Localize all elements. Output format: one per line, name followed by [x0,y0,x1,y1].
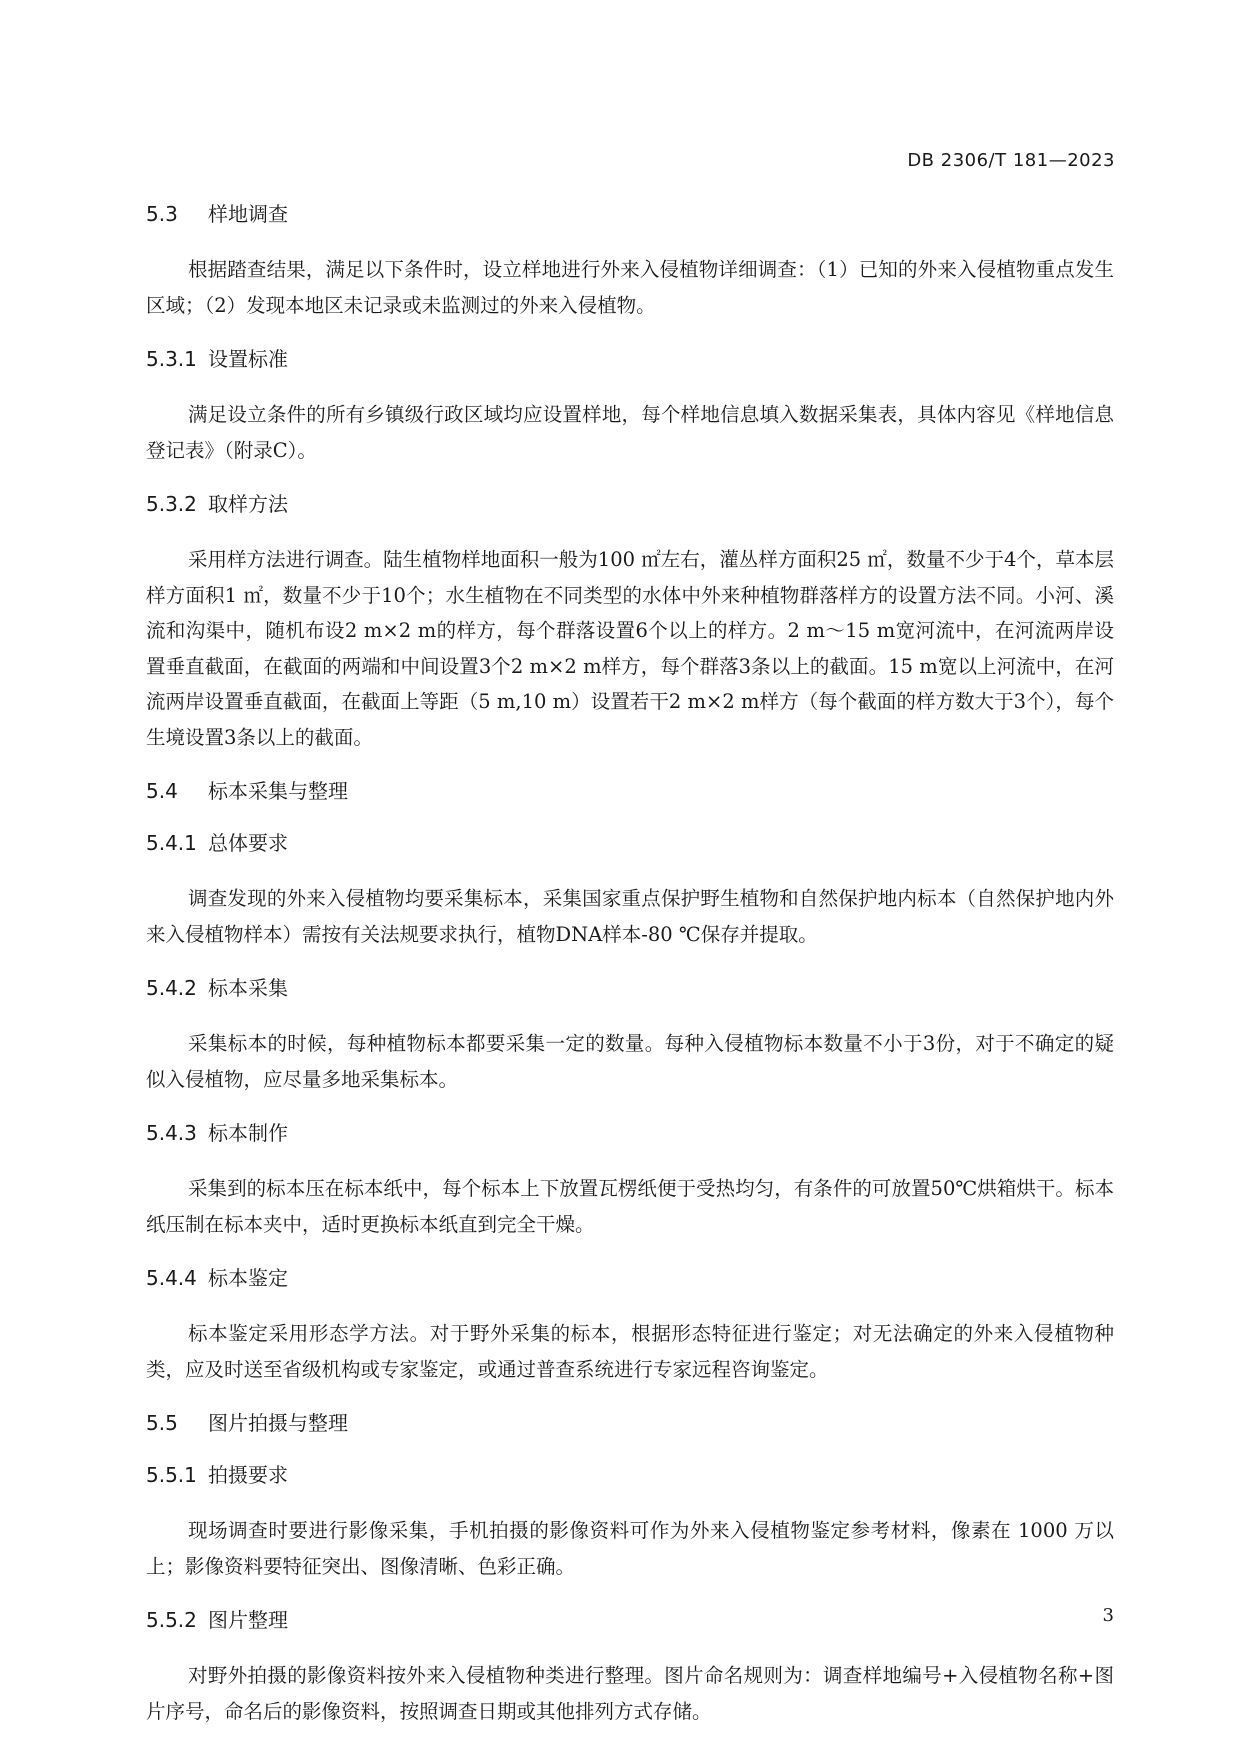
section-paragraph-5-5-1: 现场调查时要进行影像采集，手机拍摄的影像资料可作为外来入侵植物鉴定参考材料，像素在 1000 万以上；影像资料要特征突出、图像清晰、色彩正确。 [146,1519,1114,1578]
section-title: 标本采集 [208,976,288,1000]
section-paragraph-5-4-2: 采集标本的时候，每种植物标本都要采集一定的数量。每种入侵植物标本数量不小于3份，对于不确定的疑似入侵植物，应尽量多地采集标本。 [146,1032,1114,1091]
section-paragraph-5-4-1: 调查发现的外来入侵植物均要采集标本，采集国家重点保护野生植物和自然保护地内标本（自然保护地内外来入侵植物样本）需按有关法规要求执行，植物DNA样本-80 ℃保存并提取。 [146,887,1114,946]
section-number: 5.4.2 [146,976,197,1000]
section-title: 取样方法 [208,492,288,516]
section-paragraph-5-4-4: 标本鉴定采用形态学方法。对于野外采集的标本，根据形态特征进行鉴定；对无法确定的外来入侵植物种类，应及时送至省级机构或专家鉴定，或通过普查系统进行专家远程咨询鉴定。 [146,1322,1114,1381]
section-heading-5-3-2 [146,490,1114,518]
section-title: 标本制作 [208,1121,288,1145]
section-paragraph-5-3-1: 满足设立条件的所有乡镇级行政区域均应设置样地，每个样地信息填入数据采集表，具体内容见《样地信息登记表》（附录C）。 [146,403,1114,462]
section-heading-5-4-4 [146,1264,1114,1292]
section-heading-5-5-2 [146,1606,1114,1634]
section-heading-5-3-1 [146,345,1114,373]
section-title: 图片拍摄与整理 [208,1411,348,1435]
section-title: 拍摄要求 [208,1463,288,1487]
section-heading-5-4-1 [146,829,1114,857]
section-heading-5-4 [146,777,1114,805]
section-number: 5.3 [146,202,178,226]
section-number: 5.4.3 [146,1121,197,1145]
section-paragraph-5-4-3: 采集到的标本压在标本纸中，每个标本上下放置瓦楞纸便于受热均匀，有条件的可放置50℃烘箱烘干。标本纸压制在标本夹中，适时更换标本纸直到完全干燥。 [146,1177,1114,1236]
section-heading-5-4-2 [146,974,1114,1002]
section-heading-5-3 [146,200,1114,228]
section-number: 5.4.1 [146,831,197,855]
document-body [146,200,1114,1751]
section-number: 5.4.4 [146,1266,197,1290]
section-title: 样地调查 [208,202,288,226]
section-number: 5.3.2 [146,492,197,516]
section-number: 5.5 [146,1411,178,1435]
document-id: DB 2306/T 181—2023 [907,150,1115,171]
page-number: 3 [1102,1605,1114,1626]
section-number: 5.5.2 [146,1608,197,1632]
section-title: 总体要求 [208,831,288,855]
section-title: 标本采集与整理 [208,779,348,803]
section-paragraph-5-3-2: 采用样方法进行调查。陆生植物样地面积一般为100 ㎡左右，灌丛样方面积25 ㎡，数量不少于4个，草本层样方面积1 ㎡，数量不少于10个；水生植物在不同类型的水体中外来种植物群落样方的设置方法不同。小河、溪流和沟渠中，随机布设2 m×2 m的样方，每个群落设置6个以上的样方。2 m～15 m宽河流中，在河流两岸设置垂直截面，在截面的两端和中间设置3个2 m×2 m样方，每个群落3条以上的截面。15 m宽以上河流中，在河流两岸设置垂直截面，在截面上等距（5 m,10 m）设置若干2 m×2 m样方（每个截面的样方数大于3个），每个生境设置3条以上的截面。 [146,548,1114,749]
section-title: 图片整理 [208,1608,288,1632]
section-paragraph-5-5-2: 对野外拍摄的影像资料按外来入侵植物种类进行整理。图片命名规则为：调查样地编号+入侵植物名称+图片序号，命名后的影像资料，按照调查日期或其他排列方式存储。 [146,1664,1114,1723]
section-heading-5-5 [146,1409,1114,1437]
section-heading-5-4-3 [146,1119,1114,1147]
section-number: 5.3.1 [146,347,197,371]
section-title: 设置标准 [208,347,288,371]
section-title: 标本鉴定 [208,1266,288,1290]
section-number: 5.4 [146,779,178,803]
section-heading-5-5-1 [146,1461,1114,1489]
section-number: 5.5.1 [146,1463,197,1487]
section-paragraph-5-3: 根据踏查结果，满足以下条件时，设立样地进行外来入侵植物详细调查：（1）已知的外来入侵植物重点发生区域；（2）发现本地区未记录或未监测过的外来入侵植物。 [146,258,1114,317]
